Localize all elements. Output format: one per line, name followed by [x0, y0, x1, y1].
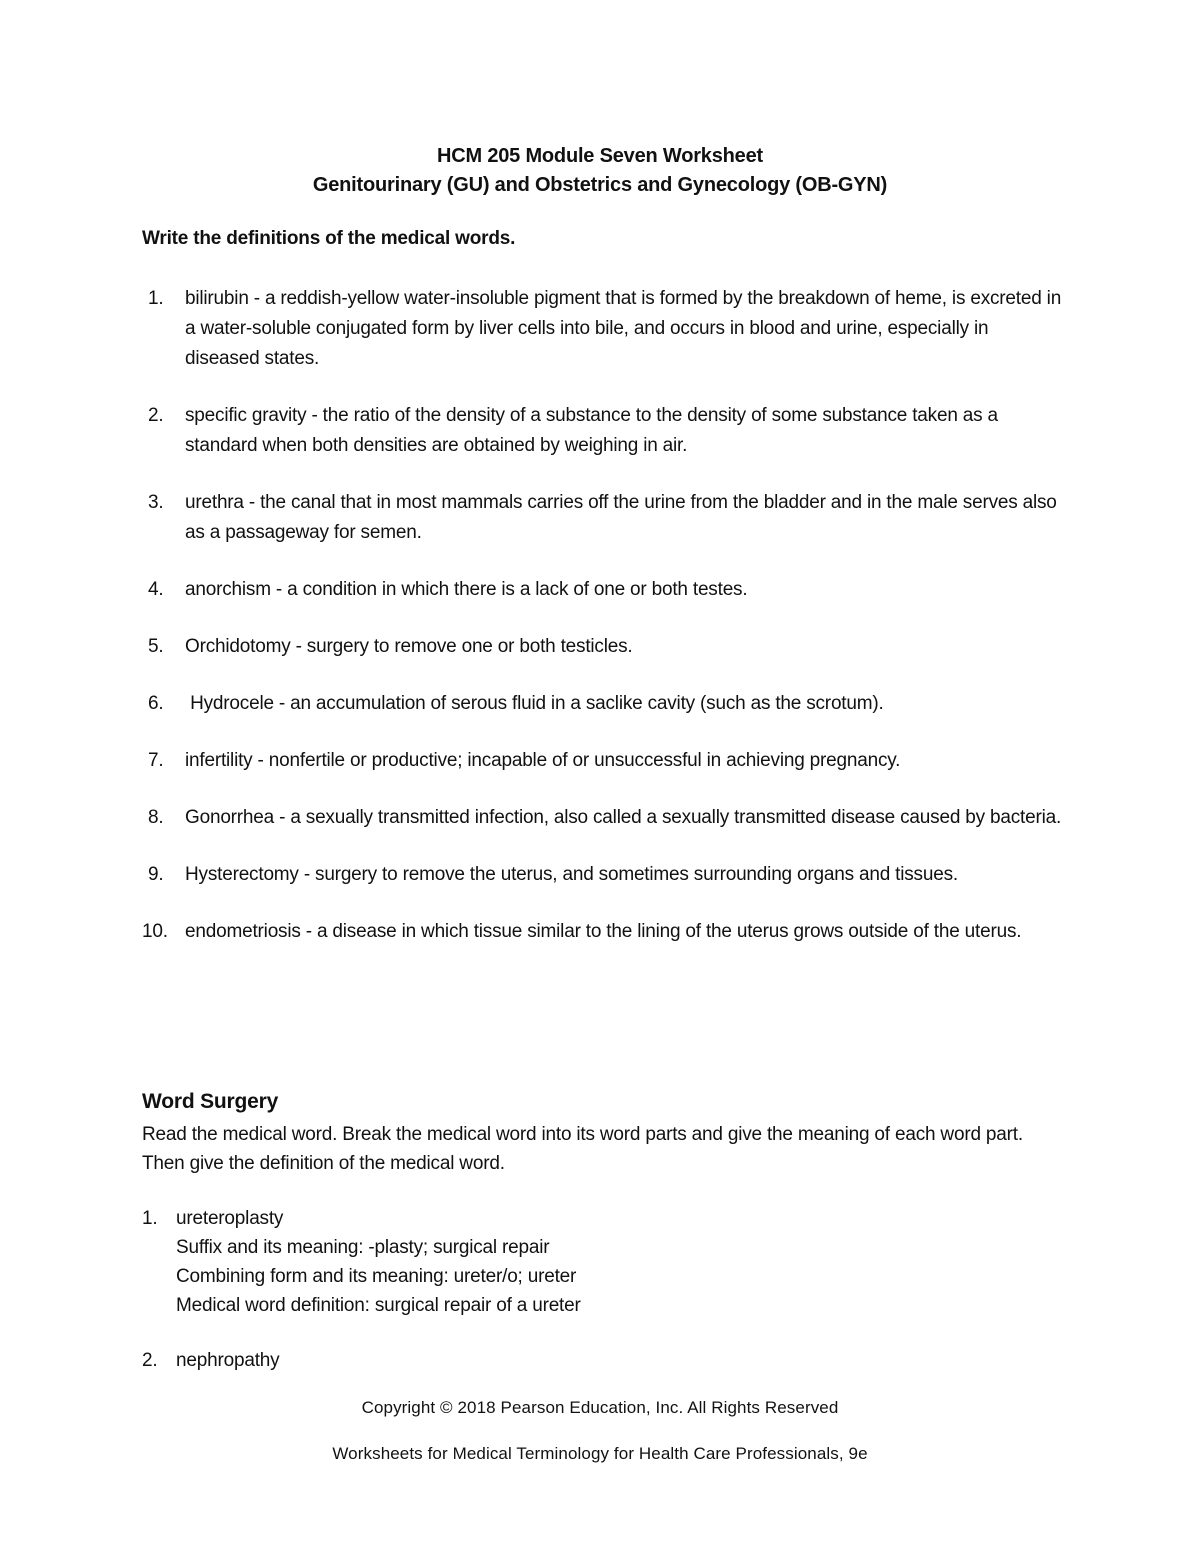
definition-text: Hydrocele - an accumulation of serous fluid in a saclike cavity (such as the scrotum).	[185, 693, 884, 714]
item-number: 8.	[148, 807, 164, 828]
word-surgery-list	[142, 1204, 1042, 1401]
suffix-meaning: Suffix and its meaning: -plasty; surgical repair	[176, 1237, 550, 1258]
medical-word: nephropathy	[176, 1350, 280, 1371]
copyright-footer: Copyright © 2018 Pearson Education, Inc. All Rights Reserved	[361, 1398, 839, 1417]
word-surgery-heading: Word Surgery	[142, 1090, 279, 1113]
book-title-footer: Worksheets for Medical Terminology for Health Care Professionals, 9e	[332, 1444, 868, 1463]
definition-item	[142, 284, 1062, 374]
definition-text: specific gravity - the ratio of the density of a substance to the density of some substance taken as a standard when both densities are obtained by weighing in air.	[185, 405, 998, 456]
definition-text: infertility - nonfertile or productive; incapable of or unsuccessful in achieving pregnancy.	[185, 750, 901, 771]
definition-text: urethra - the canal that in most mammals carries off the urine from the bladder and in the male serves also as a passageway for semen.	[185, 492, 1057, 543]
title-block	[0, 142, 1200, 200]
page-subtitle: Genitourinary (GU) and Obstetrics and Gynecology (OB-GYN)	[312, 174, 888, 196]
definition-item	[142, 746, 1062, 776]
definition-text: Hysterectomy - surgery to remove the uterus, and sometimes surrounding organs and tissues.	[185, 864, 958, 885]
item-number: 10.	[142, 921, 168, 942]
definition-text: anorchism - a condition in which there is a lack of one or both testes.	[185, 579, 748, 600]
definition-item	[142, 917, 1062, 947]
definition-item	[142, 632, 1062, 662]
page-title: HCM 205 Module Seven Worksheet	[437, 145, 763, 167]
definition-item	[142, 803, 1062, 833]
item-number: 5.	[148, 636, 164, 657]
word-surgery-item	[142, 1204, 1042, 1320]
definition-item	[142, 488, 1062, 548]
definitions-instructions: Write the definitions of the medical words.	[142, 228, 516, 249]
item-number: 3.	[148, 492, 164, 513]
definition-item	[142, 689, 1062, 719]
definition-item	[142, 860, 1062, 890]
medical-word-definition: Medical word definition: surgical repair of a ureter	[176, 1295, 581, 1316]
definition-text: bilirubin - a reddish-yellow water-insoluble pigment that is formed by the breakdown of heme, is excreted in a water-soluble conjugated form by liver cells into bile, and occurs in blood and urine, especially in diseased states.	[185, 288, 1062, 369]
word-surgery-intro: Read the medical word. Break the medical word into its word parts and give the meaning of each word part. Then give the definition of the medical word.	[142, 1124, 1023, 1174]
definition-item	[142, 401, 1062, 461]
definition-text: Orchidotomy - surgery to remove one or both testicles.	[185, 636, 633, 657]
definitions-list	[142, 284, 1062, 974]
definition-text: Gonorrhea - a sexually transmitted infection, also called a sexually transmitted disease caused by bacteria.	[185, 807, 1062, 828]
item-number: 1.	[142, 1208, 158, 1229]
item-number: 6.	[148, 693, 164, 714]
combining-form-meaning: Combining form and its meaning: ureter/o; ureter	[176, 1266, 577, 1287]
definition-text: endometriosis - a disease in which tissue similar to the lining of the uterus grows outside of the uterus.	[185, 921, 1022, 942]
medical-word: ureteroplasty	[176, 1208, 284, 1229]
word-surgery-item	[142, 1346, 1042, 1375]
item-number: 2.	[148, 405, 164, 426]
item-number: 1.	[148, 288, 164, 309]
item-number: 9.	[148, 864, 164, 885]
item-number: 4.	[148, 579, 164, 600]
item-number: 7.	[148, 750, 164, 771]
definition-item	[142, 575, 1062, 605]
item-number: 2.	[142, 1350, 158, 1371]
